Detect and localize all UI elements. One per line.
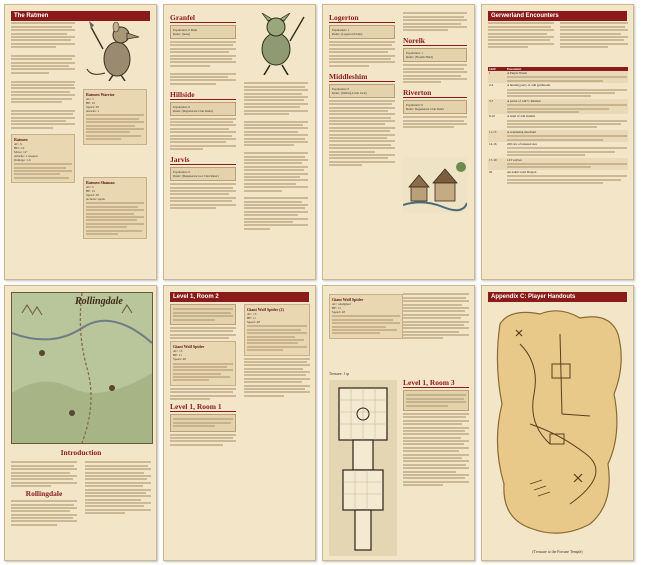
section-heading: Granfel xyxy=(170,13,236,23)
rollingdale-map xyxy=(11,292,153,444)
encounter-cell xyxy=(506,83,628,99)
roll-cell: 20 xyxy=(489,169,493,174)
stat-line: Speed: 40' xyxy=(332,310,346,314)
encounter-text: A wandering merchant xyxy=(507,129,537,134)
text-column-left xyxy=(11,21,75,185)
section-heading: Hillside xyxy=(170,90,236,100)
table-row xyxy=(488,142,628,158)
encounter-cell xyxy=(506,71,628,83)
ratman-illustration xyxy=(83,19,149,81)
roll-cell: 8-10 xyxy=(489,114,495,119)
roll-cell: 14-16 xyxy=(489,142,497,147)
town-info-box xyxy=(329,25,395,39)
info-line: Population: 0 xyxy=(406,103,424,108)
roll-cell: 1 xyxy=(488,71,506,83)
spider-stat-block xyxy=(329,294,403,339)
table-row xyxy=(488,71,628,83)
roll-cell: 5-7 xyxy=(488,99,506,115)
encounter-text: A hunting party of 2d6 goblinoids xyxy=(507,83,551,88)
stat-line: Speed: 30' xyxy=(86,193,100,197)
page-header: Appendix C: Player Handouts xyxy=(488,292,627,302)
town-info-box xyxy=(170,167,236,181)
encounter-cell xyxy=(506,130,628,142)
section-heading: Level 1, Room 3 xyxy=(403,378,469,388)
section-heading: Level 1, Room 1 xyxy=(170,402,236,412)
table-row xyxy=(488,130,628,142)
info-line: Ruler: Degenerate Clan Ruler xyxy=(406,107,444,112)
town-info-box xyxy=(170,102,236,116)
section-heading: Norelk xyxy=(403,36,467,46)
encounter-text: 2d6 rats of unusual size xyxy=(507,142,538,147)
encounter-cell xyxy=(506,99,628,115)
encounter-text: A patrol of 1d4+1 Ratmen xyxy=(507,98,541,103)
stat-line: HD: 1/2 xyxy=(14,145,25,150)
roll-cell: 11-13 xyxy=(488,130,506,142)
ratmen-warrior-stat-block xyxy=(83,89,147,145)
info-line: Population: 0 xyxy=(332,86,350,91)
page-rollingdale xyxy=(4,285,157,561)
info-line: Ruler: (none) xyxy=(173,32,191,36)
encounter-cell xyxy=(506,170,628,186)
info-line: Population: 1 xyxy=(406,51,424,56)
town-info-box xyxy=(403,100,467,114)
stat-line: HP: 11 xyxy=(332,306,341,310)
stat-title: Ratmen xyxy=(14,136,28,142)
ratmen-stat-block xyxy=(11,134,75,183)
encounter-text: 1d3 wolves xyxy=(507,157,522,162)
info-line: Ruler: (Degenerate Clan Ruler) xyxy=(173,108,214,113)
table-row xyxy=(488,99,628,115)
encounter-cell xyxy=(506,114,628,130)
stat-title: Giant Wolf Spider (2) xyxy=(247,307,284,312)
info-line: Ruler: (Degenerate Gar Clan Ruler) xyxy=(173,174,219,179)
encounter-text: A band of 2d4 bandits xyxy=(507,114,536,119)
stat-line: AC: 13 xyxy=(247,312,257,316)
town-info-box xyxy=(170,25,236,39)
stat-line: Speed: 40' xyxy=(247,320,261,324)
encounter-table xyxy=(488,67,628,185)
section-header: Level 1, Room 2 xyxy=(170,292,309,302)
page-level1-rooms xyxy=(163,285,316,561)
page-header: Gerwerland Encounters xyxy=(488,11,627,21)
stat-line: AC: 6 xyxy=(86,185,94,189)
info-line: Population: 0 Ruin xyxy=(173,28,198,32)
stat-line: AC: 13 xyxy=(173,349,183,354)
stat-title: Giant Wolf Spider xyxy=(173,344,205,350)
stat-line: Damage: 1-6 xyxy=(14,157,31,162)
page-logerton-norelk-riverton xyxy=(322,4,475,280)
table-header: 1d20 xyxy=(488,67,506,71)
table-row xyxy=(488,83,628,99)
page-gerwerland-encounters xyxy=(481,4,634,280)
stat-line: AC: 5 xyxy=(86,97,94,101)
encounter-cell xyxy=(506,158,628,170)
read-aloud-box xyxy=(170,304,236,325)
map-title: Rollingdale xyxy=(75,296,123,307)
stat-line: Attacks: 1 weapon xyxy=(14,153,38,158)
stat-line: HP: 10 xyxy=(86,101,95,105)
info-line: Population: 0 xyxy=(173,104,191,109)
read-aloud-box xyxy=(170,414,236,432)
spider-stat-block xyxy=(170,341,236,386)
town-illustration xyxy=(403,157,467,213)
ratmen-shaman-stat-block xyxy=(83,177,147,239)
page-player-handouts xyxy=(481,285,634,561)
page-level1-room3 xyxy=(322,285,475,561)
section-heading: Riverton xyxy=(403,88,467,98)
section-heading: Introduction xyxy=(60,448,102,457)
table-row xyxy=(488,158,628,170)
encounter-cell xyxy=(506,142,628,158)
page-ratmen xyxy=(4,4,157,280)
stat-line: AC: 6 xyxy=(14,141,22,146)
stat-line: HP: 11 xyxy=(173,353,182,358)
roll-cell: 2-4 xyxy=(489,83,494,88)
stat-line: HP: 12 xyxy=(86,189,95,193)
treasure-caption: Treasure: 1 sp xyxy=(329,372,350,376)
roll-cell: 17-19 xyxy=(488,158,506,170)
encounter-text: An Adult Gold Dragon xyxy=(507,169,537,174)
stat-title: Ratmen Shaman xyxy=(86,180,115,185)
info-line: Population: 0 xyxy=(173,170,191,175)
stat-title: Giant Wolf Spider xyxy=(332,297,364,302)
stat-line: Speed: 30' xyxy=(86,105,100,109)
stat-line: Attacks: 1 xyxy=(86,109,100,113)
town-info-box xyxy=(329,84,395,98)
stat-title: Ratmen Warrior xyxy=(86,92,115,97)
page-header: The Ratmen xyxy=(11,11,150,21)
info-line: Ruler: (Stirling Little Jack) xyxy=(332,90,367,95)
stat-line: HP: 11 xyxy=(247,316,256,320)
spider-stat-block xyxy=(244,304,310,356)
table-row xyxy=(488,114,628,130)
info-line: Ruler: (Norelk Hold) xyxy=(406,55,433,60)
section-heading: Jarvis xyxy=(170,155,236,165)
table-row xyxy=(488,170,628,186)
page-granfel-hillside-jarvis xyxy=(163,4,316,280)
stat-line: Move: 12" xyxy=(14,149,28,154)
info-line: Population: 1 xyxy=(332,28,350,32)
section-heading: Logerton xyxy=(329,13,395,23)
stat-line: Speed: 40' xyxy=(173,357,187,362)
section-heading: Rollingdale xyxy=(25,489,63,499)
town-info-box xyxy=(403,48,467,62)
handout-caption: (Treasure to the Fortune Temple) xyxy=(532,550,583,554)
dungeon-map xyxy=(329,380,397,556)
stat-line: Actions: spells xyxy=(86,197,105,201)
section-heading: Middleshim xyxy=(329,72,395,82)
encounter-text: A Purple Worm xyxy=(507,71,527,75)
kobold-illustration xyxy=(244,13,308,75)
table-header: Encounter xyxy=(506,67,628,71)
stat-line: AC: unaligned xyxy=(332,302,351,306)
treasure-map-handout xyxy=(490,304,628,544)
read-aloud-box xyxy=(403,390,469,411)
info-line: Ruler: (Logerton Elder) xyxy=(332,32,363,36)
